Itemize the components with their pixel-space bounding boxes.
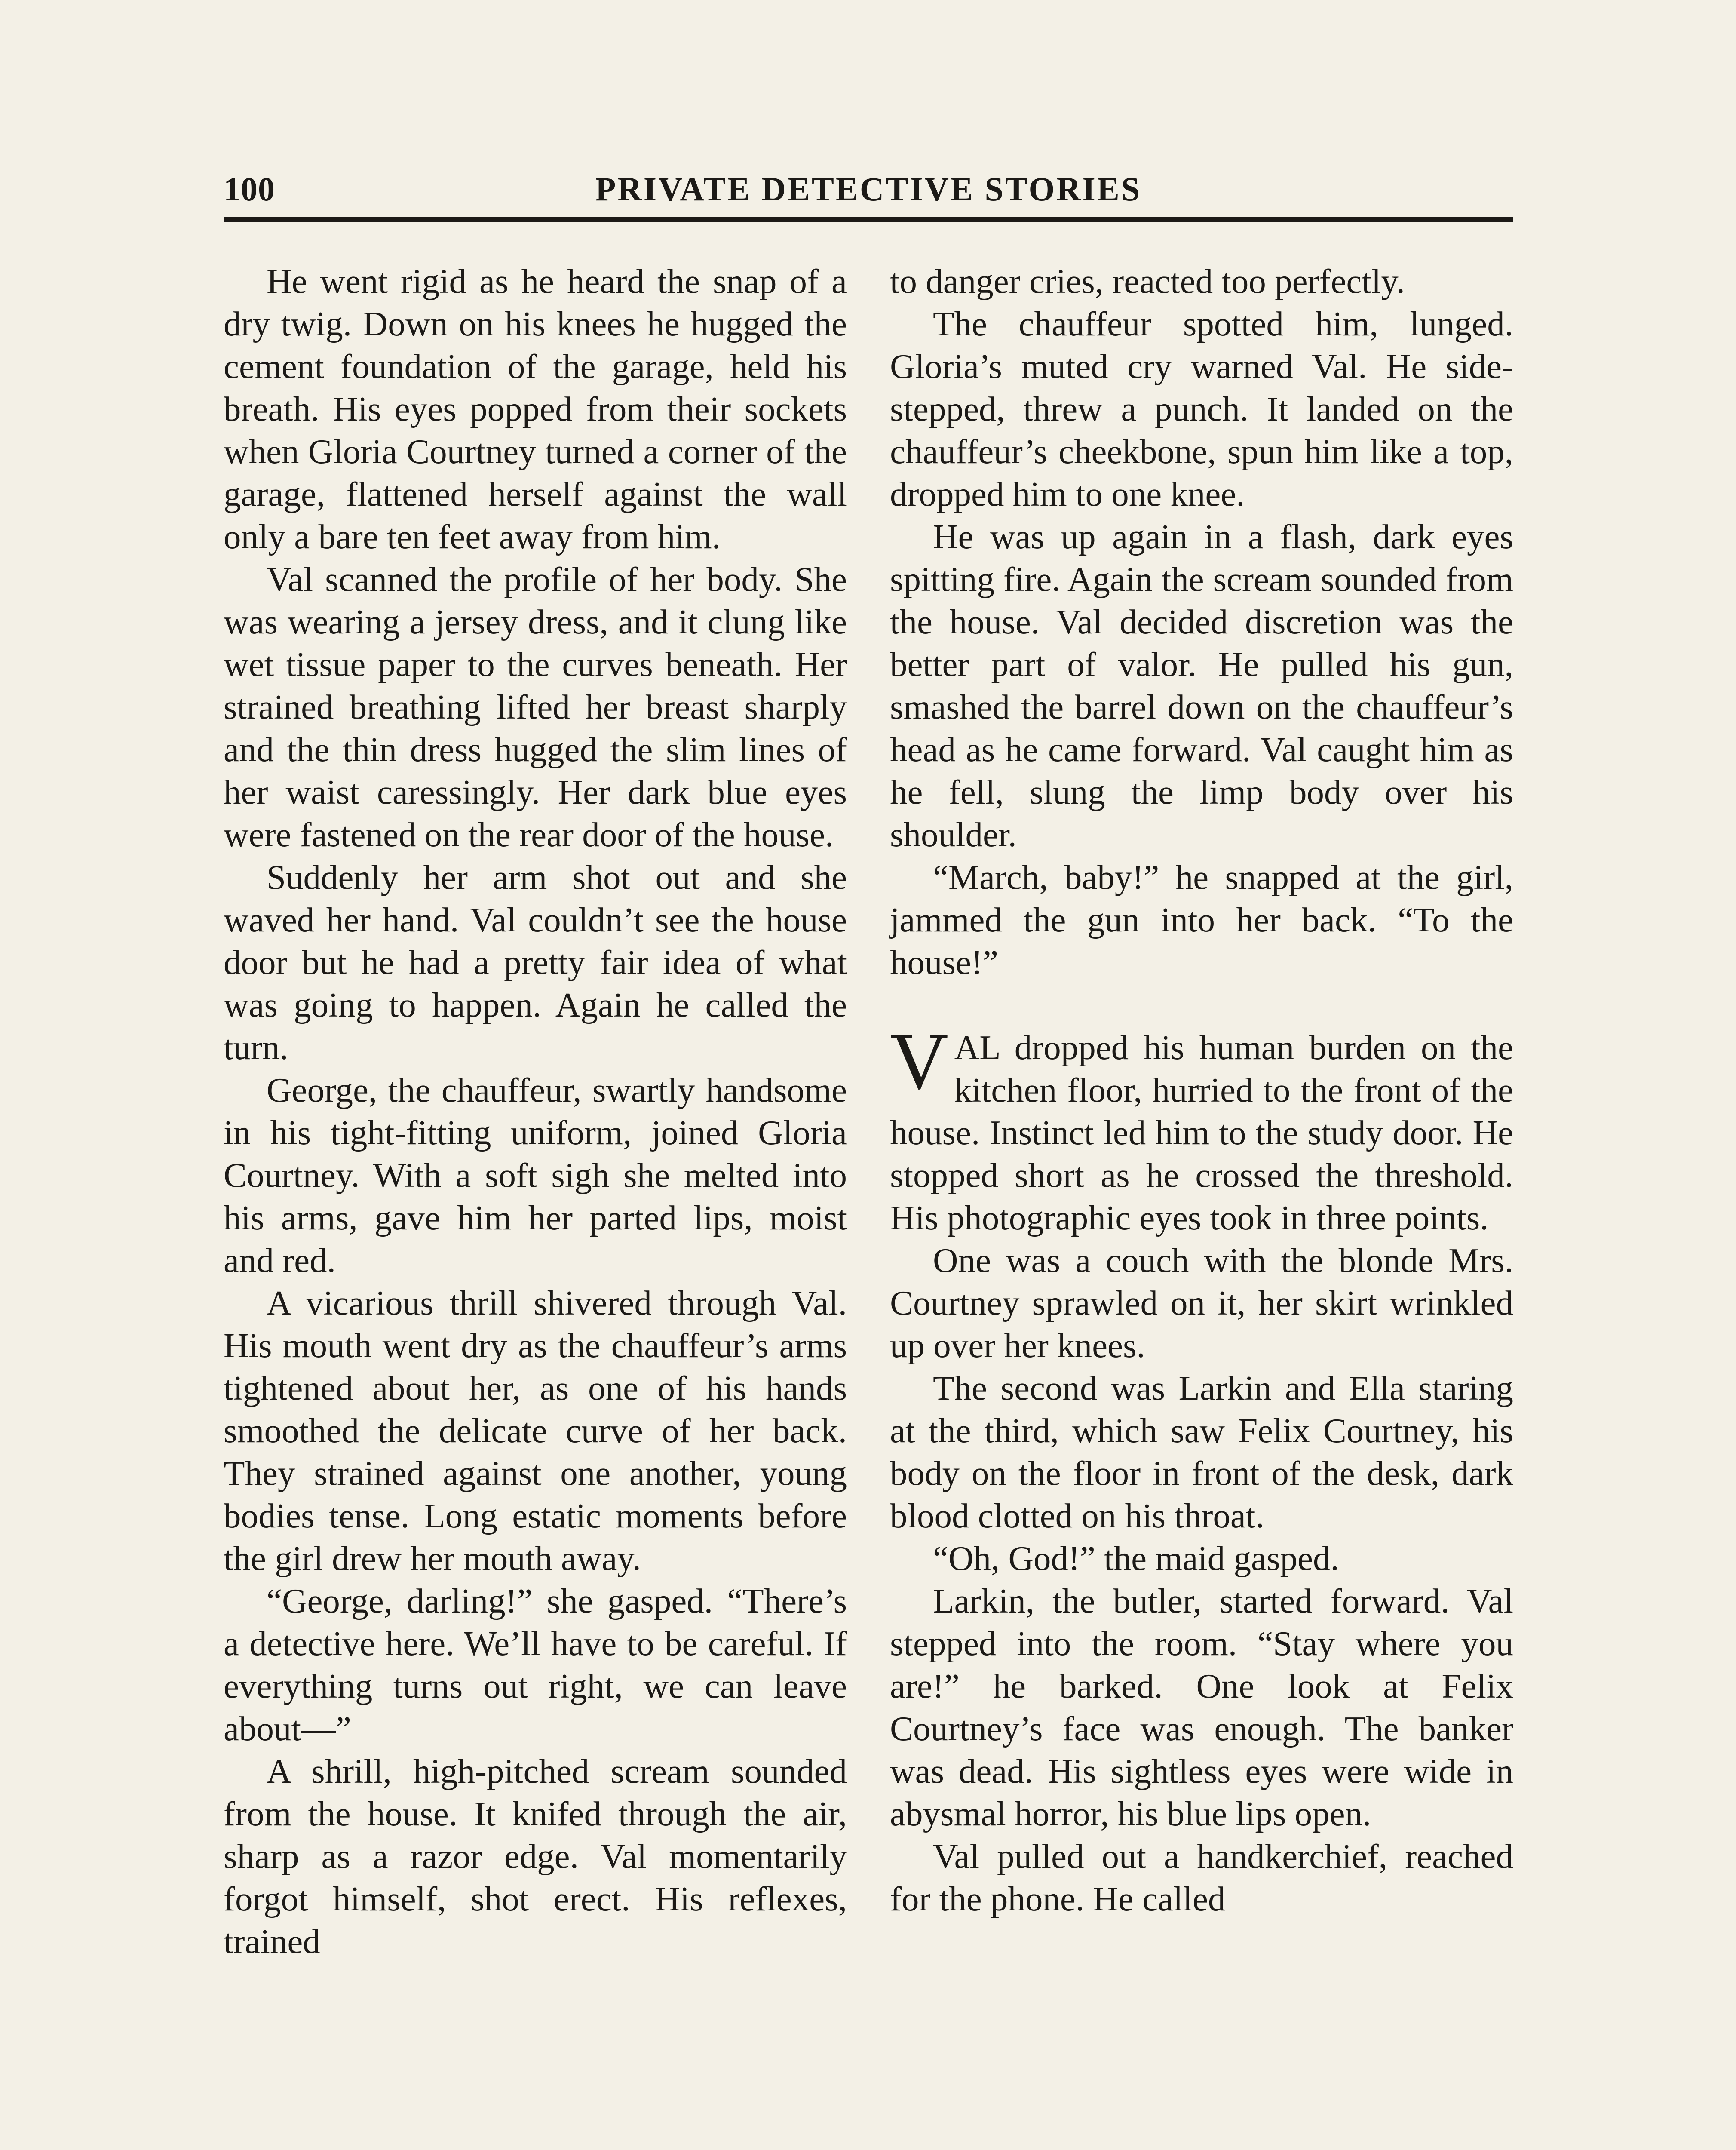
paragraph: “George, darling!” she gasped. “There’s a detective here. We’ll have to be careful. If everything turns out right, we can leave about—” bbox=[224, 1582, 847, 1748]
paragraph: He went rigid as he heard the snap of a dry twig. Down on his knees he hugged the cement foundation of the garage, held his breath. His eyes popped from their sockets when Gloria Courtney turned a corner of the garage, flattened herself against the wall only a bare ten feet away from him. bbox=[224, 262, 847, 556]
paragraph: “March, baby!” he snapped at the girl, jammed the gun into her back. “To the house!” bbox=[890, 858, 1513, 982]
paragraph: “Oh, God!” the maid gasped. bbox=[933, 1539, 1339, 1578]
header-rule bbox=[224, 217, 1513, 222]
paragraph: George, the chauffeur, swartly handsome in his tight-fitting uniform, joined Gloria Courtney. With a soft sigh she melted into his arms, gave him her parted lips, moist and red. bbox=[224, 1071, 847, 1280]
paragraph: Suddenly her arm shot out and she waved her hand. Val couldn’t see the house door but he had a pretty fair idea of what was going to happen. Again he called the turn. bbox=[224, 858, 847, 1067]
page-number: 100 bbox=[224, 170, 275, 208]
paragraph: The second was Larkin and Ella staring at the third, which saw Felix Courtney, his body on the floor in front of the desk, dark blood clotted on his throat. bbox=[890, 1369, 1513, 1535]
continuation-paragraph: to danger cries, reacted too perfectly. bbox=[890, 262, 1405, 301]
paragraph: The chauffeur spotted him, lunged. Gloria’s muted cry warned Val. He side-stepped, threw a punch. It landed on the chauffeur’s cheekbone, spun him like a top, dropped him to one knee. bbox=[890, 304, 1513, 513]
drop-cap: V bbox=[890, 1016, 948, 1106]
paragraph: A vicarious thrill shivered through Val. His mouth went dry as the chauffeur’s arms tightened about her, as one of his hands smoothed the delicate curve of her back. They strained against one another, young bodies tense. Long estatic moments before the girl drew her mouth away. bbox=[224, 1284, 847, 1578]
paragraph: Val scanned the profile of her body. She was wearing a jersey dress, and it clung like wet tissue paper to the curves beneath. Her strained breathing lifted her breast sharply and the thin dress hugged the slim lines of her waist caressingly. Her dark blue eyes were fastened on the rear door of the house. bbox=[224, 560, 847, 854]
section-opening-paragraph bbox=[890, 1016, 1513, 1239]
paragraph: Val pulled out a handkerchief, reached for the phone. He called bbox=[890, 1837, 1513, 1918]
section-opening-text: AL dropped his human burden on the kitchen floor, hurried to the front of the house. Instinct led him to the study door. He stopped short as he crossed the threshold. His photographic eyes took in three points. bbox=[890, 1028, 1513, 1237]
left-column bbox=[224, 260, 847, 1963]
running-header bbox=[224, 170, 1513, 221]
paragraph: One was a couch with the blonde Mrs. Courtney sprawled on it, her skirt wrinkled up over her knees. bbox=[890, 1241, 1513, 1365]
paragraph: A shrill, high-pitched scream sounded from the house. It knifed through the air, sharp as a razor edge. Val momentarily forgot himself, shot erect. His reflexes, trained bbox=[224, 1752, 847, 1961]
running-title: PRIVATE DETECTIVE STORIES bbox=[595, 170, 1142, 208]
paragraph: Larkin, the butler, started forward. Val stepped into the room. “Stay where you are!” he barked. One look at Felix Courtney’s face was enough. The banker was dead. His sightless eyes were wide in abysmal horror, his blue lips open. bbox=[890, 1582, 1513, 1833]
paragraph: He was up again in a flash, dark eyes spitting fire. Again the scream sounded from the house. Val decided discretion was the better part of valor. He pulled his gun, smashed the barrel down on the chauffeur’s head as he came forward. Val caught him as he fell, slung the limp body over his shoulder. bbox=[890, 517, 1513, 854]
right-column bbox=[890, 260, 1513, 1920]
